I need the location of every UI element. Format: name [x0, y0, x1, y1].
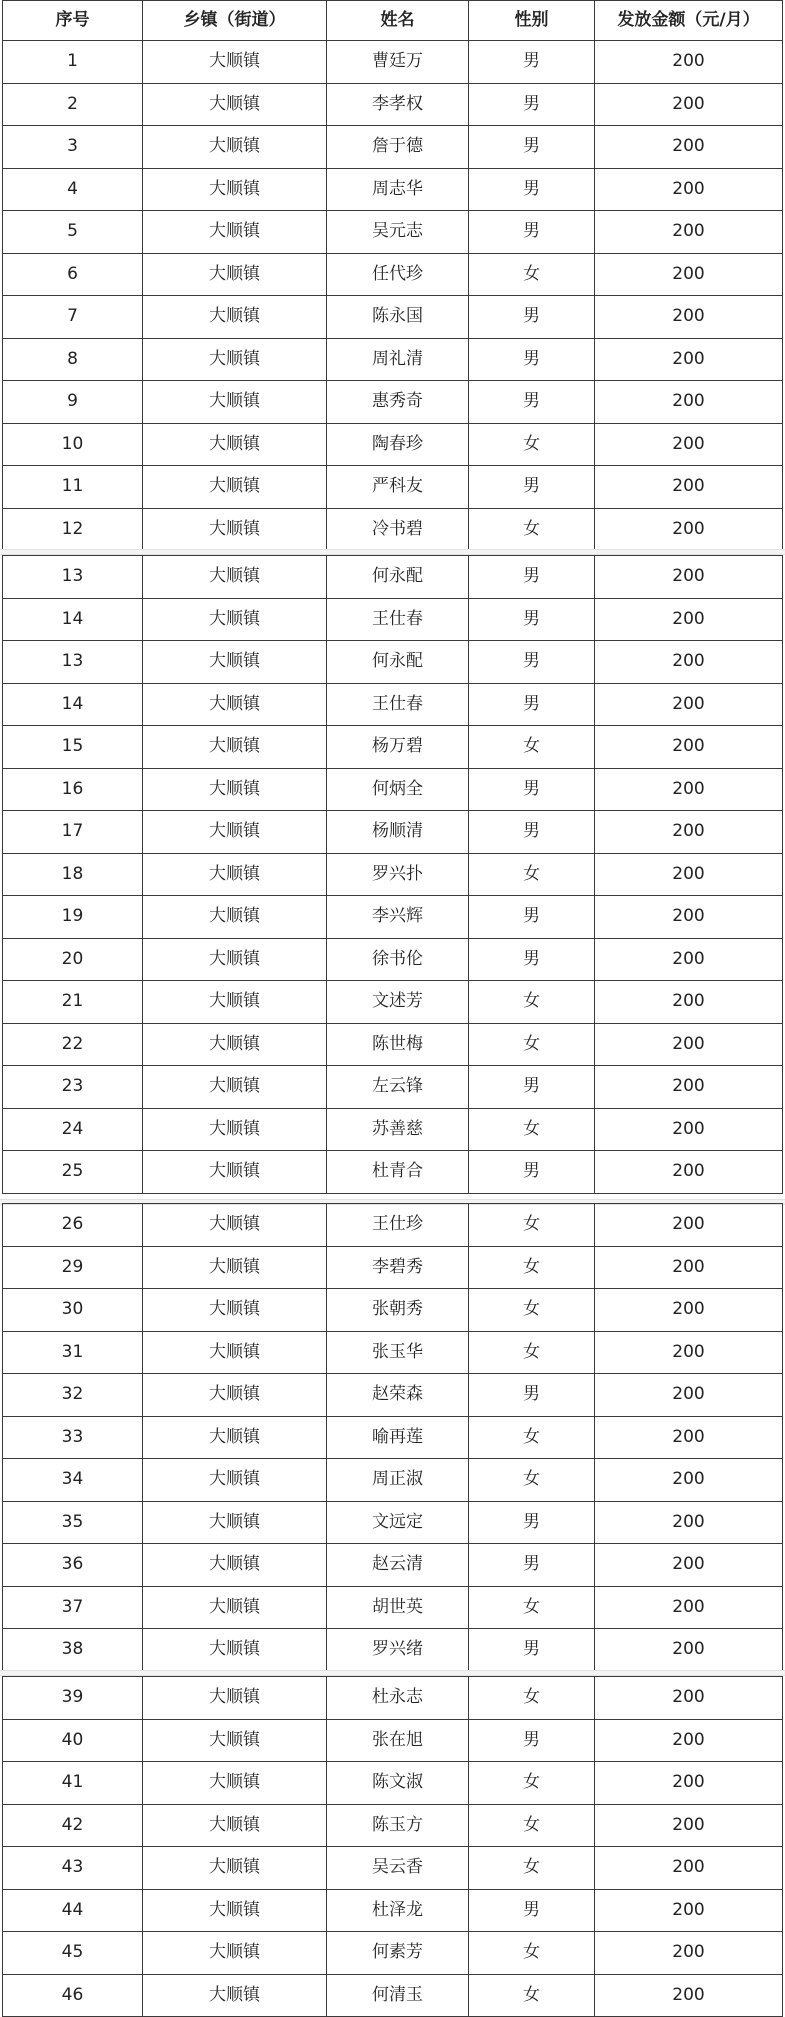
cell-town: 大顺镇: [143, 466, 327, 509]
table-row: [3, 168, 783, 211]
cell-name: 吴元志: [327, 211, 469, 254]
column-header: 姓名: [327, 1, 469, 41]
allowance-table: [2, 555, 783, 1194]
cell-amount: 200: [595, 641, 783, 684]
cell-amount: 200: [595, 1289, 783, 1332]
cell-town: 大顺镇: [143, 1586, 327, 1629]
column-header: 性别: [469, 1, 595, 41]
table-header-row: [3, 1, 783, 41]
cell-town: 大顺镇: [143, 896, 327, 939]
cell-index: 23: [3, 1066, 143, 1109]
cell-amount: 200: [595, 811, 783, 854]
cell-amount: 200: [595, 41, 783, 84]
cell-gender: 女: [469, 1586, 595, 1629]
cell-town: 大顺镇: [143, 253, 327, 296]
cell-index: 45: [3, 1932, 143, 1975]
cell-gender: 男: [469, 768, 595, 811]
cell-amount: 200: [595, 1719, 783, 1762]
table-row: [3, 1416, 783, 1459]
cell-town: 大顺镇: [143, 381, 327, 424]
cell-amount: 200: [595, 168, 783, 211]
cell-town: 大顺镇: [143, 1374, 327, 1417]
cell-amount: 200: [595, 1889, 783, 1932]
cell-gender: 男: [469, 938, 595, 981]
table-row: [3, 296, 783, 339]
cell-town: 大顺镇: [143, 41, 327, 84]
table-row: [3, 1629, 783, 1672]
cell-gender: 女: [469, 1204, 595, 1247]
cell-gender: 男: [469, 1719, 595, 1762]
cell-name: 何清玉: [327, 1974, 469, 2017]
column-header: 发放金额（元/月）: [595, 1, 783, 41]
cell-name: 周礼清: [327, 338, 469, 381]
cell-index: 38: [3, 1629, 143, 1672]
cell-gender: 女: [469, 1289, 595, 1332]
cell-gender: 男: [469, 1501, 595, 1544]
cell-amount: 200: [595, 1847, 783, 1890]
cell-index: 46: [3, 1974, 143, 2017]
cell-amount: 200: [595, 338, 783, 381]
cell-town: 大顺镇: [143, 83, 327, 126]
cell-amount: 200: [595, 381, 783, 424]
cell-index: 18: [3, 853, 143, 896]
cell-index: 26: [3, 1204, 143, 1247]
cell-name: 陈文淑: [327, 1762, 469, 1805]
cell-town: 大顺镇: [143, 168, 327, 211]
table-row: [3, 556, 783, 599]
table-row: [3, 1974, 783, 2017]
table-row: [3, 508, 783, 551]
cell-index: 32: [3, 1374, 143, 1417]
cell-town: 大顺镇: [143, 126, 327, 169]
cell-amount: 200: [595, 296, 783, 339]
cell-town: 大顺镇: [143, 338, 327, 381]
cell-index: 41: [3, 1762, 143, 1805]
cell-gender: 男: [469, 1374, 595, 1417]
allowance-table: [2, 1203, 783, 1672]
cell-index: 20: [3, 938, 143, 981]
cell-index: 30: [3, 1289, 143, 1332]
cell-town: 大顺镇: [143, 1204, 327, 1247]
cell-town: 大顺镇: [143, 1544, 327, 1587]
cell-name: 张朝秀: [327, 1289, 469, 1332]
cell-index: 39: [3, 1677, 143, 1720]
table-row: [3, 1586, 783, 1629]
table-row: [3, 896, 783, 939]
table-row: [3, 1289, 783, 1332]
cell-town: 大顺镇: [143, 1066, 327, 1109]
cell-name: 曹廷万: [327, 41, 469, 84]
cell-index: 8: [3, 338, 143, 381]
cell-amount: 200: [595, 1023, 783, 1066]
cell-index: 40: [3, 1719, 143, 1762]
table-row: [3, 1762, 783, 1805]
cell-amount: 200: [595, 1066, 783, 1109]
cell-town: 大顺镇: [143, 938, 327, 981]
cell-amount: 200: [595, 1108, 783, 1151]
cell-name: 王仕春: [327, 683, 469, 726]
cell-amount: 200: [595, 1246, 783, 1289]
cell-amount: 200: [595, 598, 783, 641]
cell-amount: 200: [595, 1974, 783, 2017]
cell-amount: 200: [595, 726, 783, 769]
cell-name: 严科友: [327, 466, 469, 509]
cell-index: 36: [3, 1544, 143, 1587]
cell-index: 13: [3, 641, 143, 684]
cell-amount: 200: [595, 768, 783, 811]
cell-name: 陈世梅: [327, 1023, 469, 1066]
cell-amount: 200: [595, 1151, 783, 1194]
cell-index: 3: [3, 126, 143, 169]
cell-town: 大顺镇: [143, 1762, 327, 1805]
cell-amount: 200: [595, 126, 783, 169]
table-row: [3, 1544, 783, 1587]
cell-index: 10: [3, 423, 143, 466]
cell-town: 大顺镇: [143, 1847, 327, 1890]
cell-amount: 200: [595, 423, 783, 466]
cell-town: 大顺镇: [143, 1289, 327, 1332]
cell-name: 任代珍: [327, 253, 469, 296]
cell-gender: 女: [469, 853, 595, 896]
cell-name: 王仕春: [327, 598, 469, 641]
cell-name: 何永配: [327, 556, 469, 599]
cell-amount: 200: [595, 1804, 783, 1847]
cell-town: 大顺镇: [143, 211, 327, 254]
cell-gender: 男: [469, 811, 595, 854]
column-header: 乡镇（街道）: [143, 1, 327, 41]
cell-name: 周正淑: [327, 1459, 469, 1502]
cell-gender: 女: [469, 726, 595, 769]
cell-name: 左云锋: [327, 1066, 469, 1109]
cell-gender: 女: [469, 1804, 595, 1847]
table-row: [3, 1108, 783, 1151]
table-row: [3, 1889, 783, 1932]
cell-index: 7: [3, 296, 143, 339]
table-row: [3, 211, 783, 254]
allowance-table: [2, 0, 783, 551]
cell-name: 文远定: [327, 1501, 469, 1544]
cell-amount: 200: [595, 1331, 783, 1374]
cell-index: 16: [3, 768, 143, 811]
table-row: [3, 1677, 783, 1720]
cell-gender: 男: [469, 1151, 595, 1194]
cell-town: 大顺镇: [143, 853, 327, 896]
table-row: [3, 981, 783, 1024]
cell-town: 大顺镇: [143, 1889, 327, 1932]
cell-gender: 男: [469, 296, 595, 339]
cell-gender: 女: [469, 1331, 595, 1374]
table-row: [3, 853, 783, 896]
cell-town: 大顺镇: [143, 296, 327, 339]
cell-index: 29: [3, 1246, 143, 1289]
table-row: [3, 83, 783, 126]
cell-gender: 男: [469, 1629, 595, 1672]
cell-index: 9: [3, 381, 143, 424]
cell-town: 大顺镇: [143, 1108, 327, 1151]
cell-town: 大顺镇: [143, 423, 327, 466]
table-row: [3, 1847, 783, 1890]
cell-index: 37: [3, 1586, 143, 1629]
cell-amount: 200: [595, 683, 783, 726]
cell-amount: 200: [595, 1629, 783, 1672]
cell-name: 吴云香: [327, 1847, 469, 1890]
cell-town: 大顺镇: [143, 598, 327, 641]
cell-amount: 200: [595, 556, 783, 599]
cell-name: 李孝权: [327, 83, 469, 126]
table-row: [3, 1374, 783, 1417]
cell-town: 大顺镇: [143, 768, 327, 811]
cell-name: 陶春珍: [327, 423, 469, 466]
cell-name: 惠秀奇: [327, 381, 469, 424]
cell-gender: 男: [469, 41, 595, 84]
cell-name: 赵荣森: [327, 1374, 469, 1417]
cell-name: 罗兴扑: [327, 853, 469, 896]
cell-index: 34: [3, 1459, 143, 1502]
cell-name: 罗兴绪: [327, 1629, 469, 1672]
cell-amount: 200: [595, 1762, 783, 1805]
cell-town: 大顺镇: [143, 1974, 327, 2017]
cell-name: 杜永志: [327, 1677, 469, 1720]
cell-gender: 女: [469, 1932, 595, 1975]
cell-gender: 女: [469, 981, 595, 1024]
cell-gender: 男: [469, 1066, 595, 1109]
cell-gender: 女: [469, 1677, 595, 1720]
cell-amount: 200: [595, 1374, 783, 1417]
cell-gender: 男: [469, 338, 595, 381]
cell-name: 杨顺清: [327, 811, 469, 854]
cell-index: 14: [3, 683, 143, 726]
cell-gender: 女: [469, 423, 595, 466]
cell-town: 大顺镇: [143, 1932, 327, 1975]
cell-town: 大顺镇: [143, 1246, 327, 1289]
cell-gender: 女: [469, 1459, 595, 1502]
table-row: [3, 1719, 783, 1762]
cell-name: 杜青合: [327, 1151, 469, 1194]
cell-index: 5: [3, 211, 143, 254]
cell-town: 大顺镇: [143, 1416, 327, 1459]
cell-amount: 200: [595, 83, 783, 126]
cell-name: 詹于德: [327, 126, 469, 169]
table-section: [2, 1203, 782, 1672]
cell-gender: 女: [469, 1416, 595, 1459]
table-row: [3, 811, 783, 854]
cell-index: 35: [3, 1501, 143, 1544]
cell-name: 苏善慈: [327, 1108, 469, 1151]
cell-index: 24: [3, 1108, 143, 1151]
table-row: [3, 1501, 783, 1544]
cell-town: 大顺镇: [143, 508, 327, 551]
cell-town: 大顺镇: [143, 1677, 327, 1720]
cell-name: 张玉华: [327, 1331, 469, 1374]
cell-town: 大顺镇: [143, 1459, 327, 1502]
cell-index: 19: [3, 896, 143, 939]
cell-index: 15: [3, 726, 143, 769]
cell-gender: 男: [469, 896, 595, 939]
cell-name: 胡世英: [327, 1586, 469, 1629]
cell-town: 大顺镇: [143, 1023, 327, 1066]
table-row: [3, 126, 783, 169]
cell-gender: 男: [469, 641, 595, 684]
cell-gender: 女: [469, 1023, 595, 1066]
cell-town: 大顺镇: [143, 556, 327, 599]
cell-amount: 200: [595, 253, 783, 296]
cell-index: 42: [3, 1804, 143, 1847]
cell-name: 何永配: [327, 641, 469, 684]
cell-town: 大顺镇: [143, 726, 327, 769]
cell-gender: 女: [469, 508, 595, 551]
cell-index: 22: [3, 1023, 143, 1066]
table-row: [3, 726, 783, 769]
cell-gender: 男: [469, 598, 595, 641]
cell-amount: 200: [595, 938, 783, 981]
cell-name: 何炳全: [327, 768, 469, 811]
cell-name: 徐书伦: [327, 938, 469, 981]
cell-index: 43: [3, 1847, 143, 1890]
cell-index: 4: [3, 168, 143, 211]
cell-index: 13: [3, 556, 143, 599]
cell-name: 王仕珍: [327, 1204, 469, 1247]
cell-gender: 女: [469, 253, 595, 296]
cell-amount: 200: [595, 466, 783, 509]
cell-gender: 男: [469, 381, 595, 424]
cell-gender: 男: [469, 466, 595, 509]
table-row: [3, 683, 783, 726]
cell-town: 大顺镇: [143, 1804, 327, 1847]
cell-amount: 200: [595, 1677, 783, 1720]
cell-gender: 男: [469, 211, 595, 254]
cell-name: 周志华: [327, 168, 469, 211]
cell-gender: 男: [469, 1544, 595, 1587]
cell-gender: 女: [469, 1974, 595, 2017]
table-section: [2, 555, 782, 1194]
table-row: [3, 1932, 783, 1975]
cell-gender: 女: [469, 1847, 595, 1890]
table-section: [2, 0, 782, 551]
cell-amount: 200: [595, 1932, 783, 1975]
cell-index: 2: [3, 83, 143, 126]
cell-gender: 女: [469, 1108, 595, 1151]
cell-index: 17: [3, 811, 143, 854]
table-row: [3, 41, 783, 84]
table-row: [3, 938, 783, 981]
cell-gender: 女: [469, 1762, 595, 1805]
table-row: [3, 641, 783, 684]
cell-name: 张在旭: [327, 1719, 469, 1762]
cell-index: 12: [3, 508, 143, 551]
cell-amount: 200: [595, 896, 783, 939]
cell-town: 大顺镇: [143, 1501, 327, 1544]
cell-name: 杨万碧: [327, 726, 469, 769]
cell-name: 李兴辉: [327, 896, 469, 939]
cell-name: 何素芳: [327, 1932, 469, 1975]
cell-town: 大顺镇: [143, 683, 327, 726]
cell-amount: 200: [595, 1544, 783, 1587]
cell-name: 杜泽龙: [327, 1889, 469, 1932]
cell-name: 陈玉方: [327, 1804, 469, 1847]
cell-name: 李碧秀: [327, 1246, 469, 1289]
cell-town: 大顺镇: [143, 811, 327, 854]
cell-gender: 男: [469, 683, 595, 726]
cell-town: 大顺镇: [143, 981, 327, 1024]
cell-amount: 200: [595, 1501, 783, 1544]
cell-index: 21: [3, 981, 143, 1024]
cell-amount: 200: [595, 508, 783, 551]
allowance-table: [2, 1676, 783, 2017]
cell-amount: 200: [595, 853, 783, 896]
table-row: [3, 1204, 783, 1247]
table-row: [3, 1804, 783, 1847]
table-row: [3, 1066, 783, 1109]
table-row: [3, 466, 783, 509]
cell-town: 大顺镇: [143, 1629, 327, 1672]
cell-name: 喻再莲: [327, 1416, 469, 1459]
cell-gender: 男: [469, 83, 595, 126]
cell-index: 11: [3, 466, 143, 509]
cell-index: 31: [3, 1331, 143, 1374]
table-row: [3, 1459, 783, 1502]
cell-index: 44: [3, 1889, 143, 1932]
table-row: [3, 768, 783, 811]
cell-gender: 男: [469, 1889, 595, 1932]
cell-town: 大顺镇: [143, 1151, 327, 1194]
cell-name: 陈永国: [327, 296, 469, 339]
cell-index: 14: [3, 598, 143, 641]
table-row: [3, 1331, 783, 1374]
cell-amount: 200: [595, 1586, 783, 1629]
cell-index: 6: [3, 253, 143, 296]
table-row: [3, 338, 783, 381]
cell-gender: 男: [469, 168, 595, 211]
table-row: [3, 253, 783, 296]
column-header: 序号: [3, 1, 143, 41]
cell-town: 大顺镇: [143, 641, 327, 684]
table-section: [2, 1676, 782, 2017]
cell-name: 文述芳: [327, 981, 469, 1024]
cell-amount: 200: [595, 1459, 783, 1502]
cell-town: 大顺镇: [143, 1719, 327, 1762]
table-row: [3, 598, 783, 641]
table-row: [3, 1023, 783, 1066]
cell-town: 大顺镇: [143, 1331, 327, 1374]
table-row: [3, 1246, 783, 1289]
cell-gender: 女: [469, 1246, 595, 1289]
cell-index: 25: [3, 1151, 143, 1194]
cell-name: 赵云清: [327, 1544, 469, 1587]
cell-amount: 200: [595, 1416, 783, 1459]
table-row: [3, 1151, 783, 1194]
cell-name: 冷书碧: [327, 508, 469, 551]
cell-gender: 男: [469, 126, 595, 169]
cell-amount: 200: [595, 981, 783, 1024]
table-row: [3, 423, 783, 466]
cell-amount: 200: [595, 211, 783, 254]
cell-gender: 男: [469, 556, 595, 599]
cell-index: 33: [3, 1416, 143, 1459]
cell-index: 1: [3, 41, 143, 84]
table-row: [3, 381, 783, 424]
cell-amount: 200: [595, 1204, 783, 1247]
